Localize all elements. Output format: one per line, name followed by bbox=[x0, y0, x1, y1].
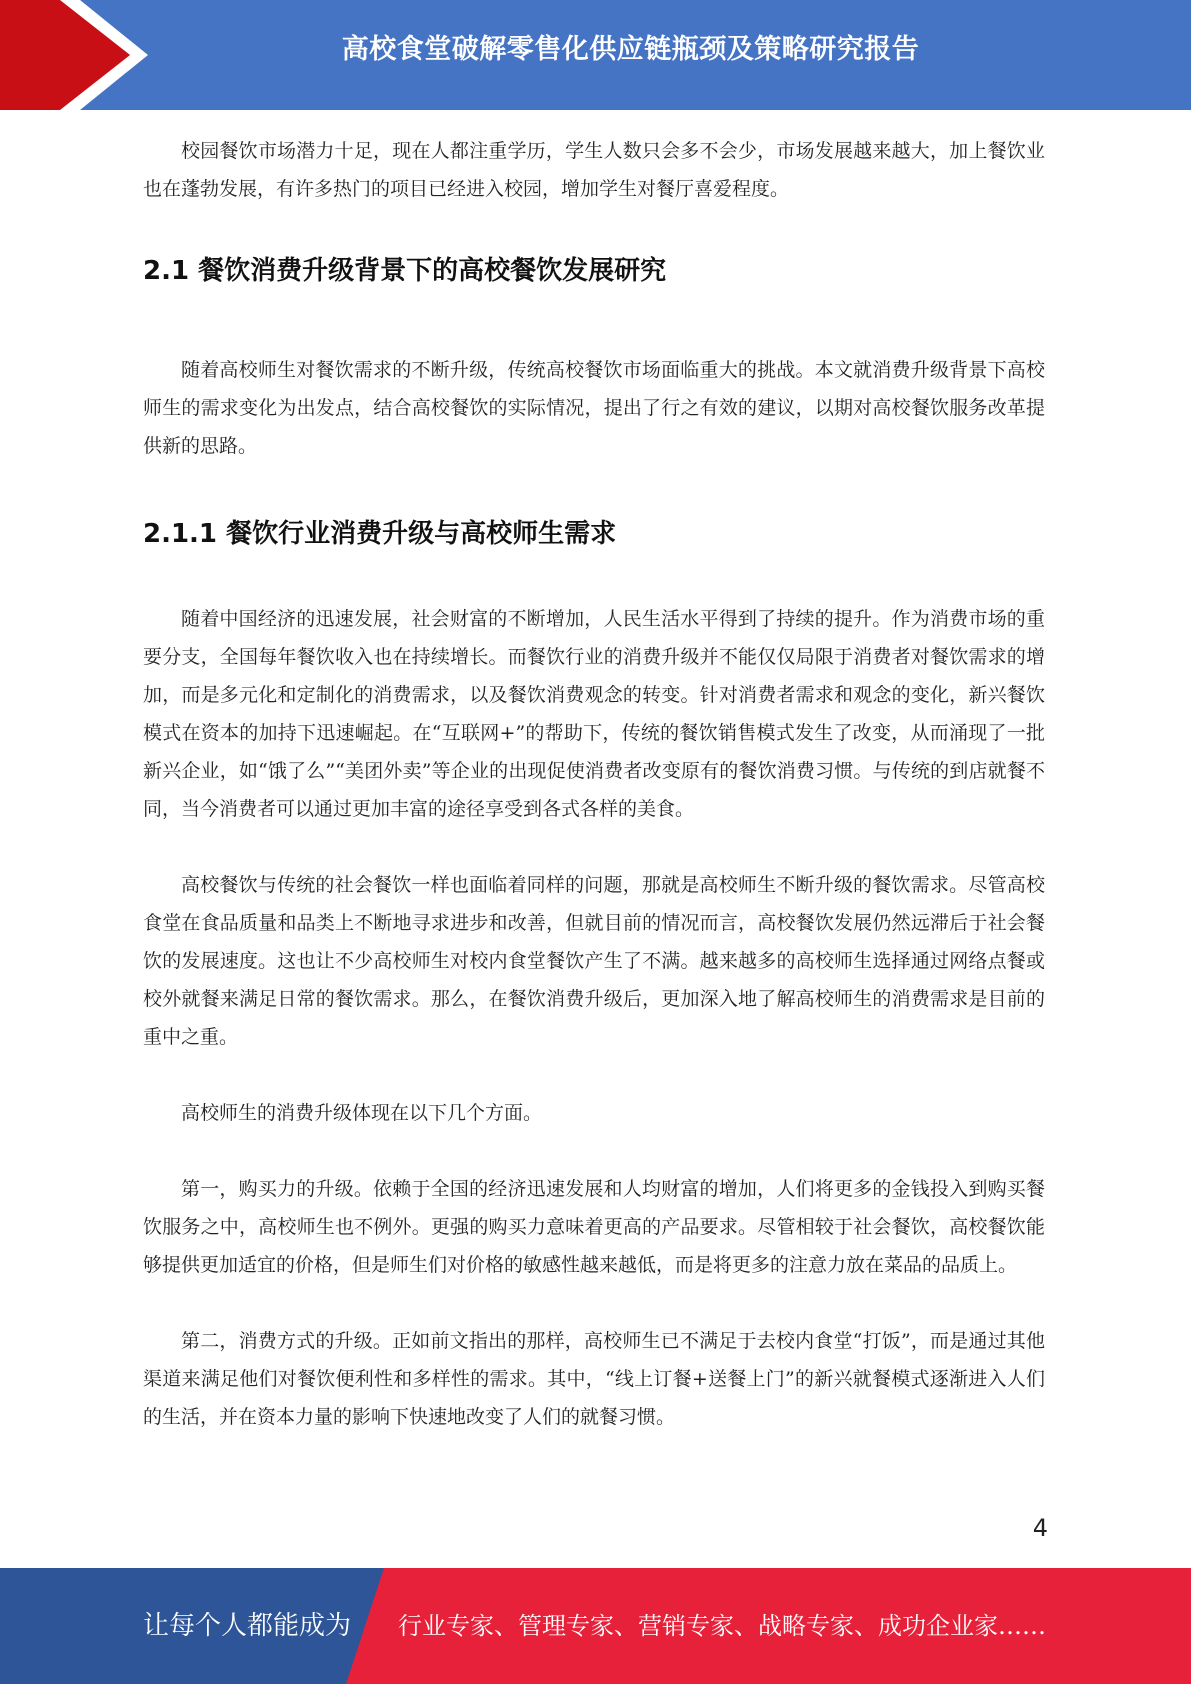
footer-slogan-left: 让每个人都能成为 bbox=[143, 1611, 352, 1641]
section-heading-2-1: 2.1 餐饮消费升级背景下的高校餐饮发展研究 bbox=[143, 256, 667, 286]
document-title: 高校食堂破解零售化供应链瓶颈及策略研究报告 bbox=[341, 34, 920, 65]
paragraph-section-2-1: 随着高校师生对餐饮需求的不断升级，传统高校餐饮市场面临重大的挑战。本文就消费升级背景下高校师生的需求变化为出发点，结合高校餐饮的实际情况，提出了行之有效的建议，以期对高校餐饮服务改革提供新的思路。 bbox=[143, 359, 1045, 457]
page-number: 4 bbox=[1032, 1514, 1048, 1542]
paragraph-upgrade-aspects: 高校师生的消费升级体现在以下几个方面。 bbox=[181, 1102, 543, 1124]
paragraph-intro: 校园餐饮市场潜力十足，现在人都注重学历，学生人数只会多不会少，市场发展越来越大，加上餐饮业也在蓬勃发展，有许多热门的项目已经进入校园，增加学生对餐厅喜爱程度。 bbox=[143, 140, 1045, 200]
red-arrow-shape bbox=[0, 0, 148, 110]
paragraph-consumption-upgrade: 随着中国经济的迅速发展，社会财富的不断增加，人民生活水平得到了持续的提升。作为消费市场的重要分支，全国每年餐饮收入也在持续增长。而餐饮行业的消费升级并不能仅仅局限于消费者对餐饮需求的增加，而是多元化和定制化的消费需求，以及餐饮消费观念的转变。针对消费者需求和观念的变化，新兴餐饮模式在资本的加持下迅速崛起。在“互联网+”的帮助下，传统的餐饮销售模式发生了改变，从而涌现了一批新兴企业，如“饿了么”“美团外卖”等企业的出现促使消费者改变原有的餐饮消费习惯。与传统的到店就餐不同，当今消费者可以通过更加丰富的途径享受到各式各样的美食。 bbox=[143, 608, 1045, 820]
header-banner bbox=[0, 0, 1191, 110]
footer-banner bbox=[0, 1568, 1191, 1684]
paragraph-consumption-mode: 第二，消费方式的升级。正如前文指出的那样，高校师生已不满足于去校内食堂“打饭”，而是通过其他渠道来满足他们对餐饮便利性和多样性的需求。其中，“线上订餐+送餐上门”的新兴就餐模式逐渐进入人们的生活，并在资本力量的影响下快速地改变了人们的就餐习惯。 bbox=[143, 1330, 1045, 1428]
header-chevron-decoration bbox=[0, 0, 160, 110]
section-heading-2-1-1: 2.1.1 餐饮行业消费升级与高校师生需求 bbox=[143, 519, 617, 549]
footer-slogan-right: 行业专家、管理专家、营销专家、战略专家、成功企业家…… bbox=[398, 1612, 1046, 1640]
document-body bbox=[143, 132, 1045, 1436]
paragraph-campus-dining: 高校餐饮与传统的社会餐饮一样也面临着同样的问题，那就是高校师生不断升级的餐饮需求。尽管高校食堂在食品质量和品类上不断地寻求进步和改善，但就目前的情况而言，高校餐饮发展仍然远滞后于社会餐饮的发展速度。这也让不少高校师生对校内食堂餐饮产生了不满。越来越多的高校师生选择通过网络点餐或校外就餐来满足日常的餐饮需求。那么，在餐饮消费升级后，更加深入地了解高校师生的消费需求是目前的重中之重。 bbox=[143, 874, 1045, 1048]
paragraph-purchasing-power: 第一，购买力的升级。依赖于全国的经济迅速发展和人均财富的增加，人们将更多的金钱投入到购买餐饮服务之中，高校师生也不例外。更强的购买力意味着更高的产品要求。尽管相较于社会餐饮，高校餐饮能够提供更加适宜的价格，但是师生们对价格的敏感性越来越低，而是将更多的注意力放在菜品的品质上。 bbox=[143, 1178, 1045, 1276]
